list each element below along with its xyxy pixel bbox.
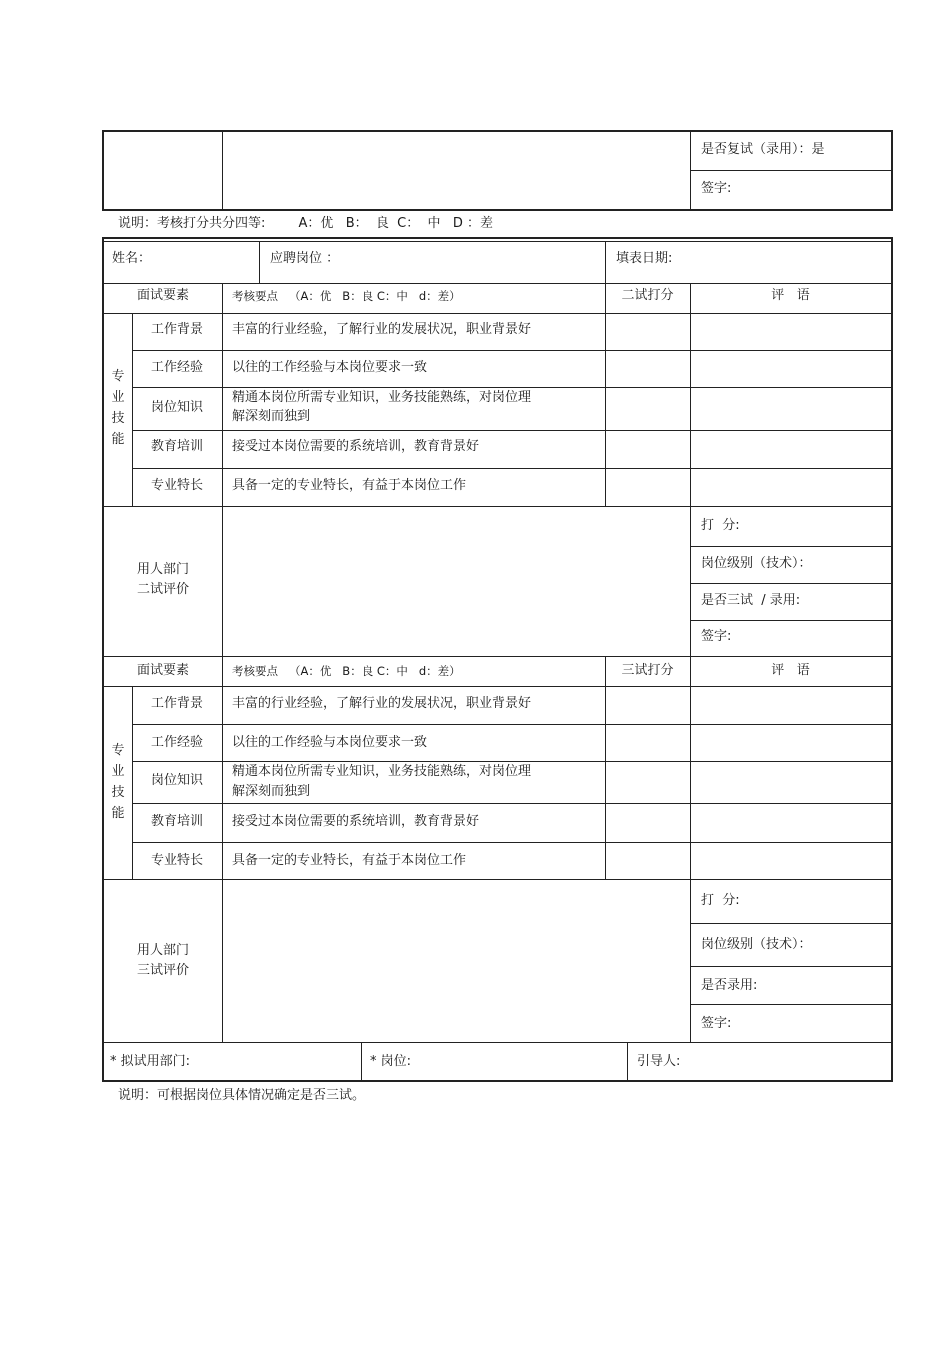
factor-3-3: 岗位知识 xyxy=(150,773,203,788)
eval-score-2: 打 分: xyxy=(701,518,740,533)
point-2-1: 丰富的行业经验，了解行业的发展状况，职业背景好 xyxy=(232,322,532,337)
eval-level-3: 岗位级别（技术）： xyxy=(701,937,812,952)
point-3-2: 以往的工作经验与本岗位要求一致 xyxy=(232,735,428,750)
point-2-5: 具备一定的专业特长，有益于本岗位工作 xyxy=(232,478,467,493)
eval-hire-3: 是否录用: xyxy=(701,978,758,993)
eval-label-2b: 二试评价 xyxy=(136,582,189,597)
eval-label-3a: 用人部门 xyxy=(136,943,189,958)
col-points-2: 考核要点 （A：优 B：良 C：中 d：差） xyxy=(232,289,461,303)
eval-sign-3: 签字: xyxy=(701,1016,732,1031)
factor-2-4: 教育培训 xyxy=(150,439,203,454)
factor-3-2: 工作经验 xyxy=(150,735,203,750)
eval-level-2: 岗位级别（技术）： xyxy=(701,556,812,571)
eval-score-3: 打 分: xyxy=(701,893,740,908)
col-score-3: 三试打分 xyxy=(621,663,674,678)
eval-next-2: 是否三试 / 录用: xyxy=(701,593,801,608)
col-comment-3: 评 语 xyxy=(771,663,810,678)
eval-label-2a: 用人部门 xyxy=(136,562,189,577)
factor-2-3: 岗位知识 xyxy=(150,400,203,415)
sign-label: 签字: xyxy=(701,181,732,196)
point-3-4: 接受过本岗位需要的系统培训，教育背景好 xyxy=(232,814,480,829)
group-label-3: 专 业 技 能 xyxy=(111,743,125,821)
date-field: 填表日期: xyxy=(616,251,673,266)
point-3-5: 具备一定的专业特长，有益于本岗位工作 xyxy=(232,853,467,868)
footer-dept: * 拟试用部门: xyxy=(110,1054,191,1069)
factor-3-4: 教育培训 xyxy=(150,814,203,829)
factor-3-5: 专业特长 xyxy=(150,853,203,868)
group-label-2: 专 业 技 能 xyxy=(111,369,125,447)
eval-sign-2: 签字: xyxy=(701,629,732,644)
factor-2-1: 工作背景 xyxy=(150,322,203,337)
point-3-1: 丰富的行业经验，了解行业的发展状况，职业背景好 xyxy=(232,696,532,711)
factor-2-2: 工作经验 xyxy=(150,360,203,375)
footer-guide: 引导人: xyxy=(637,1054,681,1069)
footer-post: * 岗位: xyxy=(370,1054,412,1069)
grades-note: 说明：考核打分共分四等: A：优 B： 良 C： 中 D ：差 xyxy=(118,216,494,231)
bottom-note: 说明：可根据岗位具体情况确定是否三试。 xyxy=(118,1088,366,1103)
point-3-3: 精通本岗位所需专业知识，业务技能熟练，对岗位理 xyxy=(232,764,532,779)
factor-2-5: 专业特长 xyxy=(150,478,203,493)
col-points-3: 考核要点 （A：优 B：良 C：中 d：差） xyxy=(232,664,461,678)
col-factor-3: 面试要素 xyxy=(136,663,189,678)
factor-3-1: 工作背景 xyxy=(150,696,203,711)
point-2-3: 精通本岗位所需专业知识，业务技能熟练，对岗位理 xyxy=(232,390,532,405)
point-3-3b: 解深刻而独到 xyxy=(232,784,311,799)
position-field: 应聘岗位 ： xyxy=(270,251,340,266)
retest-label: 是否复试（录用）：是 xyxy=(701,142,825,157)
col-factor-2: 面试要素 xyxy=(136,288,189,303)
eval-label-3b: 三试评价 xyxy=(136,963,189,978)
col-comment-2: 评 语 xyxy=(771,288,810,303)
name-field: 姓名： xyxy=(112,251,152,266)
point-2-3b: 解深刻而独到 xyxy=(232,409,311,424)
point-2-4: 接受过本岗位需要的系统培训，教育背景好 xyxy=(232,439,480,454)
point-2-2: 以往的工作经验与本岗位要求一致 xyxy=(232,360,428,375)
col-score-2: 二试打分 xyxy=(621,288,674,303)
